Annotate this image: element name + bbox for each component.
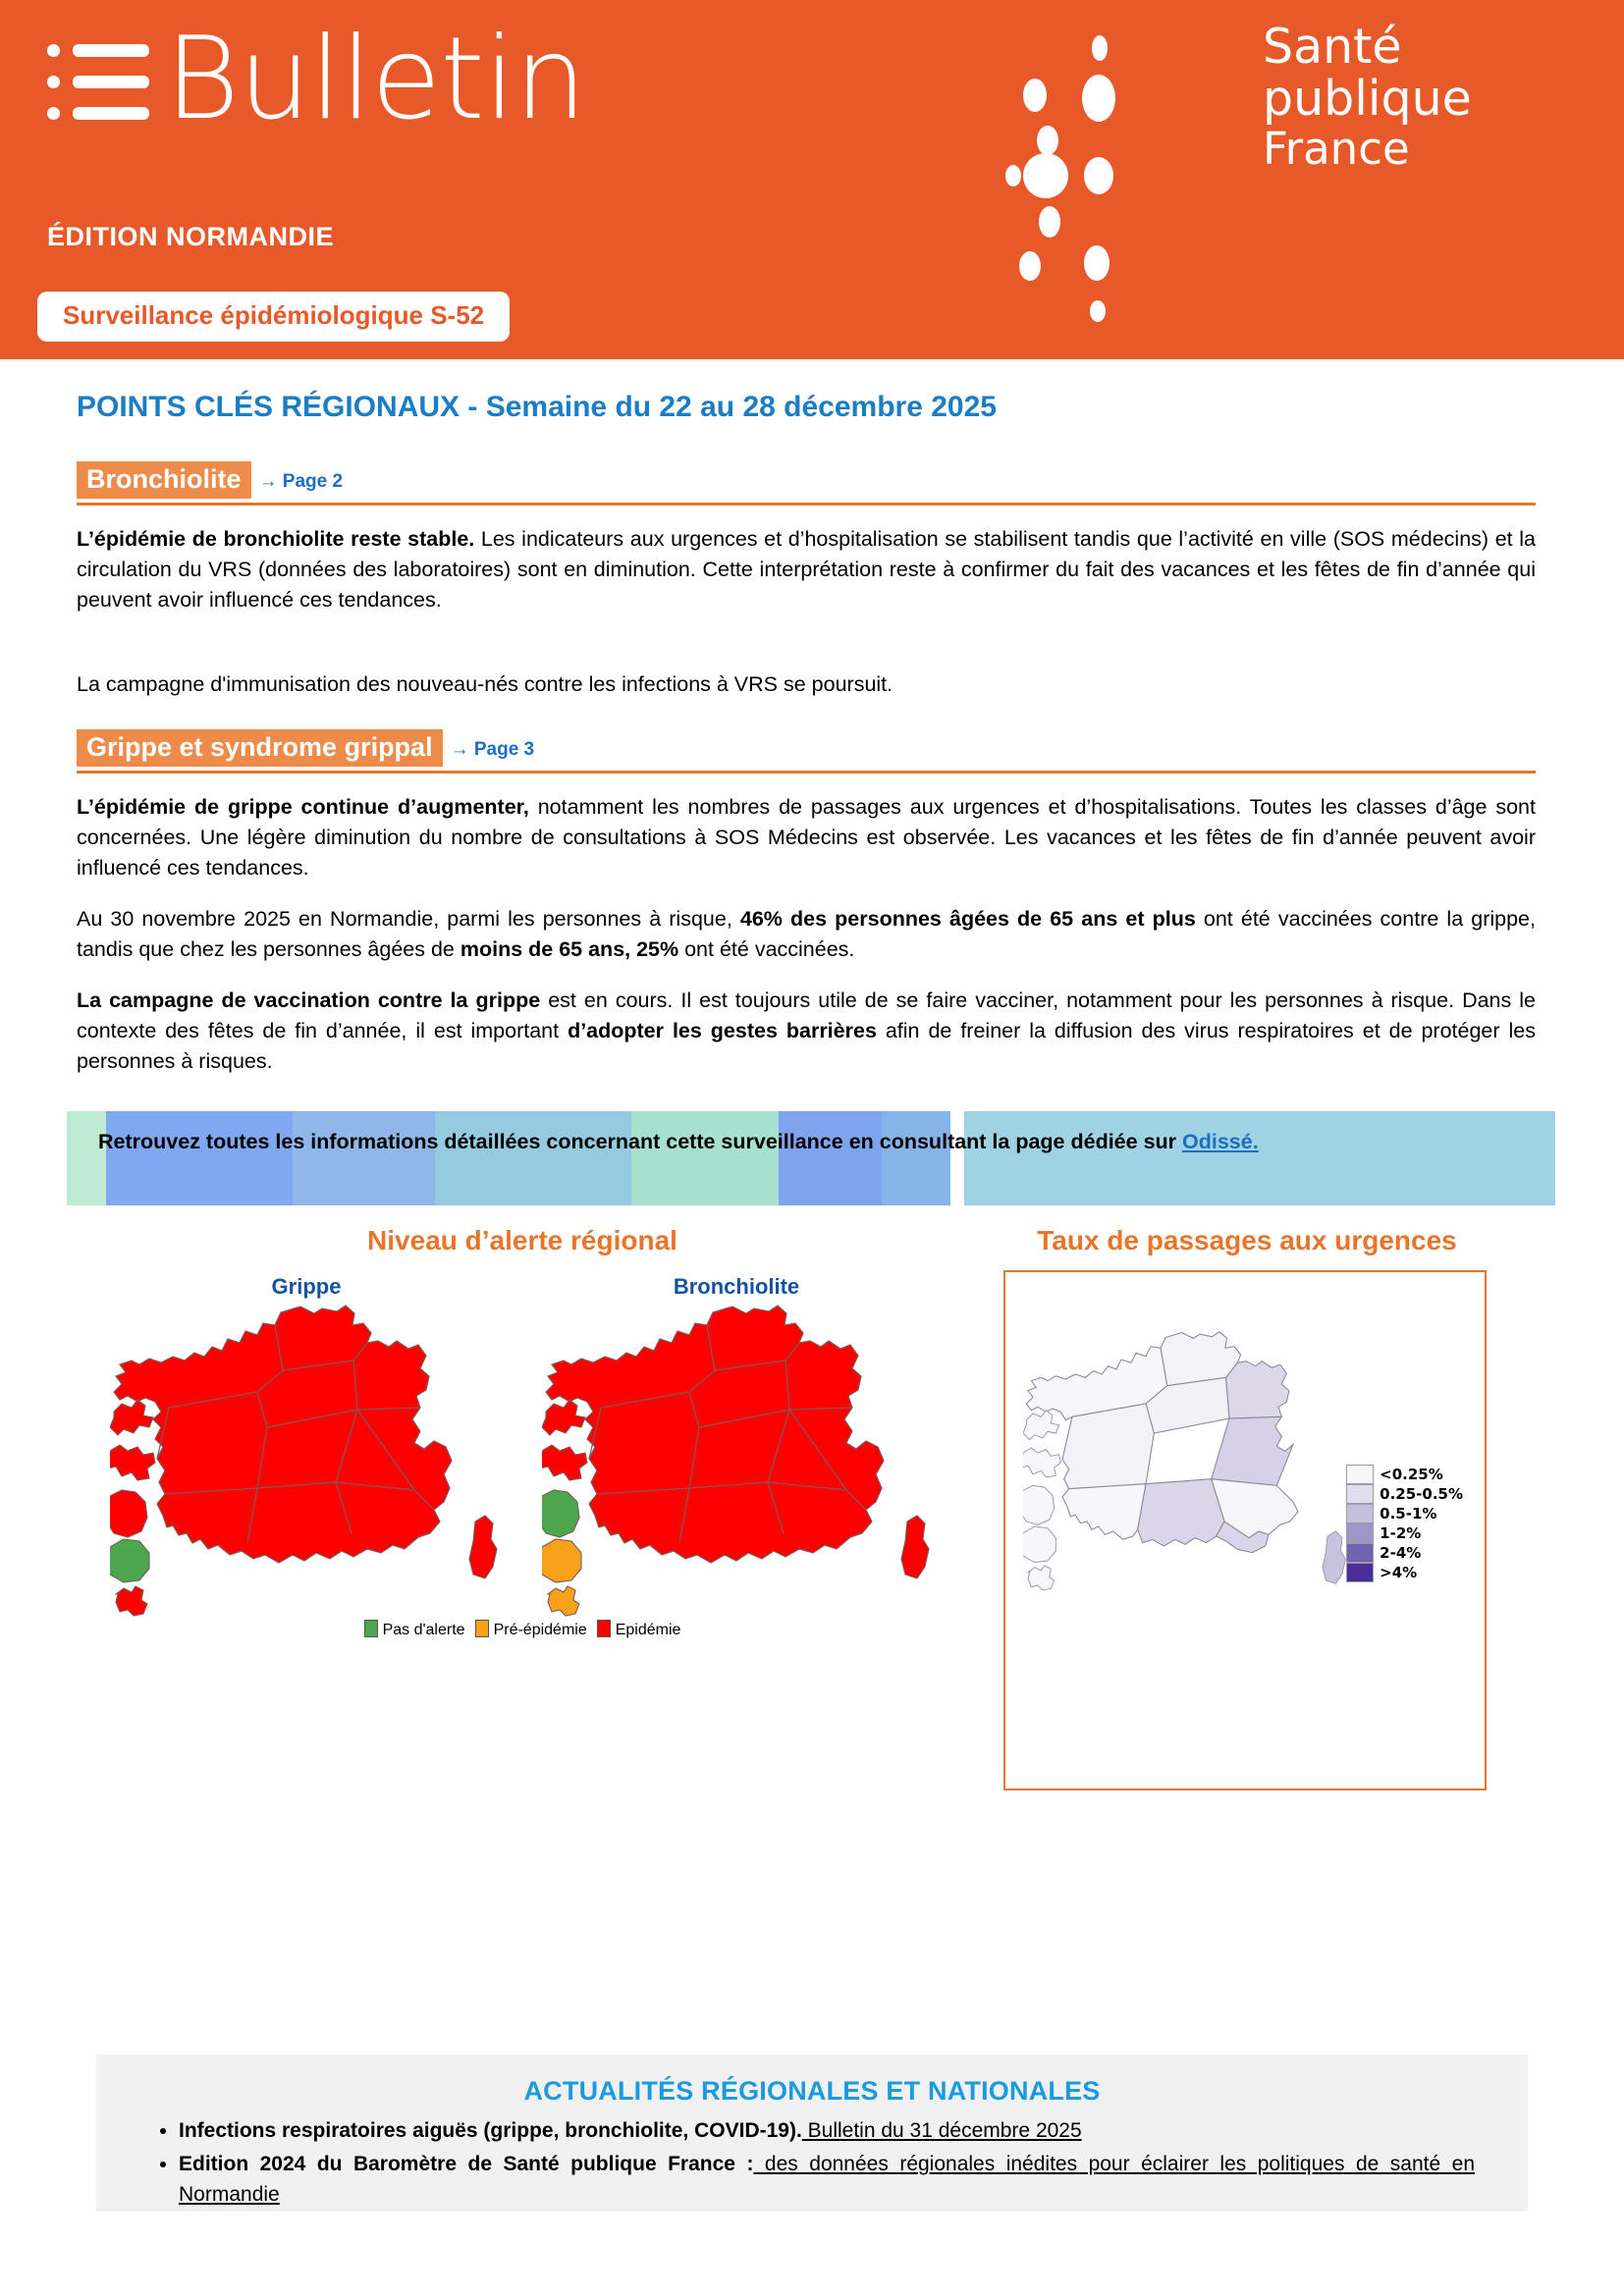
section-bronchiolite [77, 461, 1549, 700]
banner-band [950, 1111, 964, 1205]
actualite-0-text: Infections respiratoires aiguës (grippe, bronchiolite, COVID-19). [179, 2119, 802, 2142]
actualite-1-link[interactable]: des données régionales inédites pour éclairer les politiques de santé en Normandie [179, 2153, 1475, 2206]
legend-label-1: Pré-épidémie [493, 1622, 587, 1639]
legend-swatch-orange [475, 1620, 489, 1637]
alert-level-legend [110, 1620, 935, 1639]
covid-legend-label-2: 0.5-1% [1380, 1505, 1437, 1523]
grippe-paragraph-1 [77, 792, 1536, 882]
section-page-link-grippe[interactable]: → Page 3 [450, 739, 535, 761]
grippe-p1-bold: L’épidémie de grippe continue d’augmenter, [77, 795, 529, 820]
section-rule [77, 503, 1536, 506]
grippe-p3-bold-1: La campagne de vaccination contre la grippe [77, 988, 541, 1013]
logo-line-france: France [1263, 122, 1410, 175]
legend-item-epidemie [597, 1620, 681, 1639]
odisse-link[interactable]: Odissé. [1182, 1130, 1259, 1154]
grippe-paragraph-3 [77, 986, 1536, 1076]
covid-legend-row [1346, 1465, 1463, 1484]
covid-legend-row [1346, 1523, 1463, 1543]
bulletin-logo [43, 13, 586, 145]
section-header [77, 461, 1549, 499]
actualites-panel [96, 2055, 1528, 2212]
bulletin-title: Bulletin [165, 13, 586, 145]
covid-legend-row [1346, 1504, 1463, 1523]
covid-swatch-0 [1346, 1465, 1374, 1484]
grippe-p2-bold-2: moins de 65 ans, 25% [460, 936, 679, 961]
covid-swatch-4 [1346, 1543, 1374, 1563]
grippe-p2-a: Au 30 novembre 2025 en Normandie, parmi les personnes à risque, [77, 907, 740, 932]
section-rule [77, 771, 1536, 774]
actualites-list [96, 2116, 1528, 2210]
banner-band [964, 1111, 1555, 1205]
covid-legend-row [1346, 1543, 1463, 1563]
banner-band [435, 1111, 631, 1205]
page-header [0, 0, 1624, 359]
legend-item-pre-epidemie [475, 1620, 587, 1639]
map-label-bronchiolite: Bronchiolite [673, 1274, 800, 1300]
banner-band [882, 1111, 950, 1205]
section-chip-grippe: Grippe et syndrome grippal [77, 729, 443, 767]
covid-legend-label-1: 0.25-0.5% [1380, 1485, 1463, 1504]
bronchiolite-paragraph-1 [77, 524, 1536, 614]
covid-swatch-5 [1346, 1563, 1374, 1582]
grippe-p2-c: ont été vaccinées contre la grippe, tandis que chez les personnes âgées de [77, 907, 1536, 961]
grippe-p3-c: afin de freiner la diffusion des virus respiratoires et de protéger les personnes à risques. [77, 1018, 1536, 1073]
actualite-1-text: Edition 2024 du Baromètre de Santé publique France : [179, 2153, 754, 2176]
edition-label: ÉDITION NORMANDIE [47, 222, 334, 251]
list-item [179, 2150, 1528, 2210]
grippe-p1-rest: notamment les nombres de passages aux urgences et d’hospitalisations. Toutes les classes d’âge sont concernées. Une légère diminution du nombre de consultations à SOS Médecins est observée. Les vacances et les fêtes de fin d’année peuvent avoir influencé ces tendances. [77, 795, 1536, 880]
banner-band [106, 1111, 293, 1205]
page-body [0, 391, 1624, 1637]
grippe-p3-bold-2: d’adopter les gestes barrières [568, 1018, 877, 1042]
legend-label-0: Pas d'alerte [382, 1622, 465, 1639]
covid-swatch-2 [1346, 1504, 1374, 1523]
odisse-text-a: Retrouvez toutes les informations détaillées concernant cette surveillance en consultant la page dédiée sur [98, 1130, 1182, 1154]
grippe-p2-bold-1: 46% des personnes âgées de 65 ans et plus [739, 907, 1196, 932]
odisse-banner [67, 1111, 1555, 1205]
legend-item-pas-alerte [364, 1620, 465, 1639]
list-lines-icon [43, 32, 151, 127]
map-label-grippe: Grippe [271, 1274, 342, 1300]
section-page-link-bronchiolite[interactable]: → Page 2 [258, 471, 344, 493]
actualite-0-link[interactable]: Bulletin du 31 décembre 2025 [801, 2119, 1082, 2142]
bronchiolite-paragraph-2: La campagne d'immunisation des nouveau-nés contre les infections à VRS se poursuit. [77, 672, 893, 697]
covid-map-panel [1003, 1270, 1487, 1790]
grippe-p3-a: est en cours. Il est toujours utile de se faire vacciner, notamment pour les personnes à risque. Dans le contexte des fêtes de fin d’année, il est important [77, 988, 1536, 1042]
banner-band [293, 1111, 435, 1205]
surveillance-badge: Surveillance épidémiologique S-52 [37, 292, 510, 342]
covid-legend-label-5: >4% [1380, 1564, 1418, 1582]
covid-legend-label-4: 2-4% [1380, 1544, 1422, 1563]
banner-band [779, 1111, 882, 1205]
covid-swatch-1 [1346, 1484, 1374, 1504]
urgences-group-title: Taux de passages aux urgences [1037, 1225, 1457, 1256]
covid-rate-legend [1346, 1465, 1463, 1582]
grippe-paragraph-2 [77, 904, 1536, 964]
covid-legend-row [1346, 1484, 1463, 1504]
maps-area [0, 1225, 1624, 1637]
section-header [77, 729, 1549, 767]
banner-band [67, 1111, 106, 1205]
logo-line-publique: publique [1263, 70, 1472, 127]
covid-legend-row [1346, 1563, 1463, 1582]
section-grippe [77, 729, 1549, 1076]
covid-legend-label-3: 1-2% [1380, 1524, 1422, 1543]
covid-legend-label-0: <0.25% [1380, 1466, 1443, 1484]
map-bronchiolite [542, 1302, 954, 1626]
section-chip-bronchiolite: Bronchiolite [77, 461, 251, 499]
logo-line-sante: Santé [1263, 19, 1402, 75]
legend-label-2: Epidémie [615, 1622, 681, 1639]
covid-swatch-3 [1346, 1523, 1374, 1543]
actualites-title: ACTUALITÉS RÉGIONALES ET NATIONALES [523, 2076, 1101, 2106]
grippe-p2-d: ont été vaccinées. [678, 936, 855, 961]
sante-publique-france-logo [1005, 19, 1516, 224]
map-covid [1023, 1286, 1367, 1698]
list-item [179, 2116, 1528, 2146]
legend-swatch-green [364, 1620, 378, 1637]
bronchiolite-p1-bold: L’épidémie de bronchiolite reste stable. [77, 527, 475, 552]
odisse-text [98, 1127, 1492, 1157]
legend-swatch-red [597, 1620, 611, 1637]
banner-band [631, 1111, 779, 1205]
map-grippe [110, 1302, 522, 1626]
page-title: POINTS CLÉS RÉGIONAUX - Semaine du 22 au 28 décembre 2025 [77, 391, 997, 423]
logo-text [1263, 19, 1472, 175]
bronchiolite-p1-rest: Les indicateurs aux urgences et d’hospitalisation se stabilisent tandis que l’activité en ville (SOS médecins) et la circulation du VRS (données des laboratoires) sont en diminution. Cette interprétation reste à confirmer du fait des vacances et les fêtes de fin d’année qui peuvent avoir influencé ces tendances. [77, 527, 1536, 612]
alert-group-title: Niveau d’alerte régional [367, 1225, 677, 1256]
